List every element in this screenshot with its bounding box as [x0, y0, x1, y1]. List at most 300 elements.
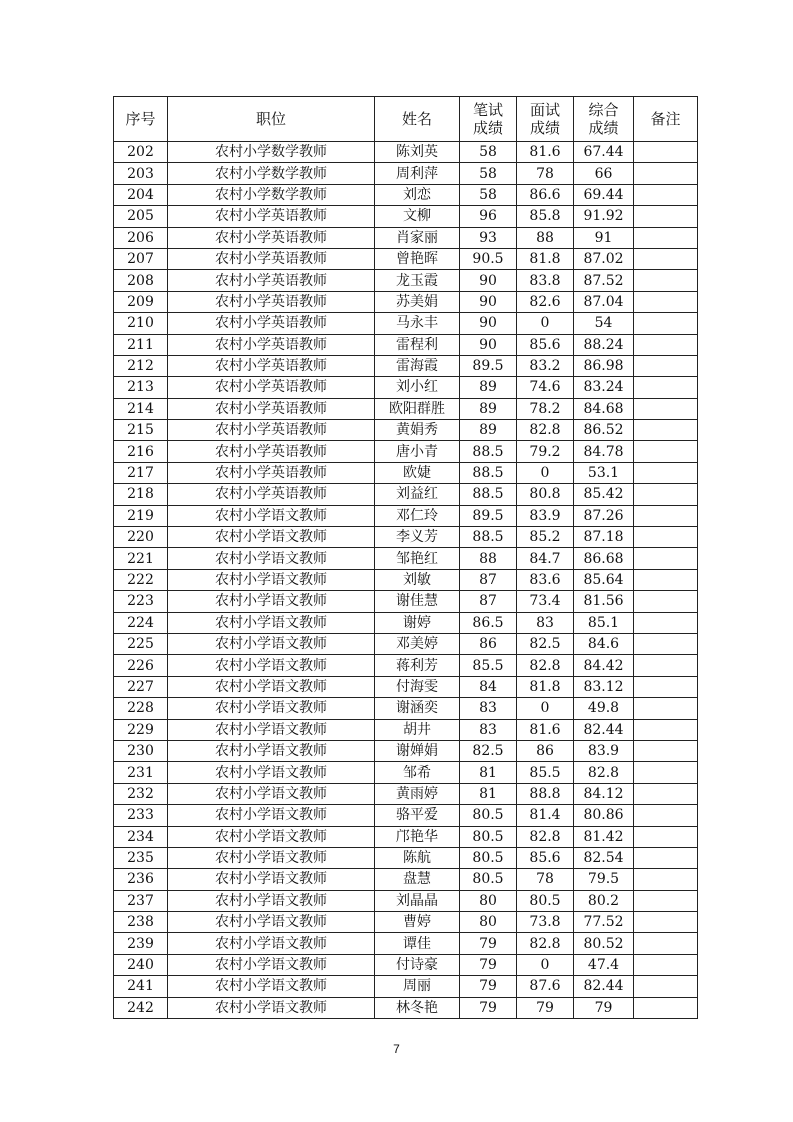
table-row: [114, 270, 698, 291]
cell-interview: 0: [517, 462, 574, 483]
cell-interview: 81.6: [517, 719, 574, 740]
table-row: [114, 633, 698, 654]
cell-total: 84.42: [574, 655, 634, 676]
cell-position: 农村小学数学教师: [168, 184, 375, 205]
cell-written: 86: [460, 633, 517, 654]
cell-position: 农村小学语文教师: [168, 826, 375, 847]
cell-seq: 234: [114, 826, 168, 847]
table-row: [114, 142, 698, 163]
cell-seq: 203: [114, 163, 168, 184]
cell-name: 邓美婷: [375, 633, 460, 654]
cell-seq: 212: [114, 355, 168, 376]
cell-position: 农村小学数学教师: [168, 142, 375, 163]
cell-position: 农村小学语文教师: [168, 805, 375, 826]
cell-name: 谢婷: [375, 612, 460, 633]
cell-notes: [634, 976, 698, 997]
cell-name: 刘敏: [375, 569, 460, 590]
cell-notes: [634, 933, 698, 954]
cell-position: 农村小学语文教师: [168, 933, 375, 954]
table-row: [114, 997, 698, 1018]
cell-total: 84.6: [574, 633, 634, 654]
cell-interview: 82.6: [517, 291, 574, 312]
table-row: [114, 805, 698, 826]
cell-total: 79.5: [574, 869, 634, 890]
cell-total: 87.52: [574, 270, 634, 291]
table-row: [114, 954, 698, 975]
cell-name: 邝艳华: [375, 826, 460, 847]
cell-position: 农村小学语文教师: [168, 740, 375, 761]
cell-name: 肖家丽: [375, 227, 460, 248]
table-row: [114, 206, 698, 227]
header-row: [114, 97, 698, 142]
table-row: [114, 355, 698, 376]
cell-total: 87.26: [574, 505, 634, 526]
cell-written: 58: [460, 142, 517, 163]
cell-total: 81.56: [574, 591, 634, 612]
table-row: [114, 762, 698, 783]
cell-notes: [634, 783, 698, 804]
cell-position: 农村小学英语教师: [168, 398, 375, 419]
cell-written: 93: [460, 227, 517, 248]
cell-total: 86.52: [574, 420, 634, 441]
cell-seq: 235: [114, 847, 168, 868]
cell-total: 82.44: [574, 719, 634, 740]
cell-name: 陈刘英: [375, 142, 460, 163]
header-position: 职位: [168, 97, 375, 142]
cell-written: 89.5: [460, 355, 517, 376]
cell-name: 谭佳: [375, 933, 460, 954]
cell-seq: 239: [114, 933, 168, 954]
cell-written: 80.5: [460, 805, 517, 826]
cell-total: 84.68: [574, 398, 634, 419]
cell-seq: 230: [114, 740, 168, 761]
cell-total: 83.9: [574, 740, 634, 761]
header-interview-score: [517, 97, 574, 142]
cell-seq: 231: [114, 762, 168, 783]
table-row: [114, 484, 698, 505]
cell-written: 88.5: [460, 484, 517, 505]
cell-total: 87.02: [574, 248, 634, 269]
header-interview-line2: 成绩: [529, 119, 560, 137]
cell-position: 农村小学语文教师: [168, 869, 375, 890]
cell-name: 雷程利: [375, 334, 460, 355]
cell-seq: 219: [114, 505, 168, 526]
table-row: [114, 398, 698, 419]
cell-notes: [634, 184, 698, 205]
cell-position: 农村小学语文教师: [168, 719, 375, 740]
table-row: [114, 719, 698, 740]
cell-name: 雷海霞: [375, 355, 460, 376]
cell-total: 83.24: [574, 377, 634, 398]
cell-position: 农村小学语文教师: [168, 762, 375, 783]
cell-position: 农村小学英语教师: [168, 441, 375, 462]
cell-position: 农村小学语文教师: [168, 612, 375, 633]
cell-total: 69.44: [574, 184, 634, 205]
cell-notes: [634, 890, 698, 911]
cell-seq: 232: [114, 783, 168, 804]
cell-written: 88: [460, 548, 517, 569]
score-table: [113, 96, 698, 1019]
cell-interview: 80.8: [517, 484, 574, 505]
cell-position: 农村小学英语教师: [168, 206, 375, 227]
cell-written: 81: [460, 762, 517, 783]
cell-notes: [634, 740, 698, 761]
cell-position: 农村小学语文教师: [168, 569, 375, 590]
cell-position: 农村小学语文教师: [168, 655, 375, 676]
cell-notes: [634, 869, 698, 890]
cell-written: 58: [460, 184, 517, 205]
cell-written: 79: [460, 976, 517, 997]
cell-total: 85.42: [574, 484, 634, 505]
cell-notes: [634, 334, 698, 355]
cell-notes: [634, 826, 698, 847]
cell-name: 马永丰: [375, 313, 460, 334]
cell-seq: 224: [114, 612, 168, 633]
cell-written: 87: [460, 569, 517, 590]
cell-position: 农村小学语文教师: [168, 633, 375, 654]
cell-interview: 85.8: [517, 206, 574, 227]
cell-interview: 87.6: [517, 976, 574, 997]
table-row: [114, 740, 698, 761]
cell-notes: [634, 719, 698, 740]
cell-seq: 208: [114, 270, 168, 291]
cell-seq: 233: [114, 805, 168, 826]
table-row: [114, 912, 698, 933]
cell-position: 农村小学英语教师: [168, 377, 375, 398]
cell-written: 96: [460, 206, 517, 227]
cell-notes: [634, 227, 698, 248]
cell-interview: 85.6: [517, 334, 574, 355]
cell-interview: 85.2: [517, 527, 574, 548]
cell-seq: 214: [114, 398, 168, 419]
cell-seq: 240: [114, 954, 168, 975]
cell-name: 林冬艳: [375, 997, 460, 1018]
cell-interview: 86: [517, 740, 574, 761]
cell-total: 47.4: [574, 954, 634, 975]
cell-written: 83: [460, 698, 517, 719]
cell-interview: 0: [517, 313, 574, 334]
cell-name: 谢佳慧: [375, 591, 460, 612]
table-row: [114, 377, 698, 398]
cell-written: 84: [460, 676, 517, 697]
cell-written: 79: [460, 954, 517, 975]
cell-name: 文柳: [375, 206, 460, 227]
table-row: [114, 890, 698, 911]
cell-notes: [634, 847, 698, 868]
cell-notes: [634, 291, 698, 312]
cell-position: 农村小学语文教师: [168, 783, 375, 804]
cell-interview: 88.8: [517, 783, 574, 804]
cell-total: 79: [574, 997, 634, 1018]
cell-position: 农村小学语文教师: [168, 591, 375, 612]
cell-notes: [634, 505, 698, 526]
table-row: [114, 313, 698, 334]
header-notes: 备注: [634, 97, 698, 142]
table-row: [114, 676, 698, 697]
table-row: [114, 826, 698, 847]
cell-written: 90.5: [460, 248, 517, 269]
cell-interview: 81.6: [517, 142, 574, 163]
cell-written: 80: [460, 912, 517, 933]
table-row: [114, 505, 698, 526]
cell-written: 89: [460, 420, 517, 441]
cell-interview: 82.8: [517, 655, 574, 676]
cell-interview: 83.8: [517, 270, 574, 291]
cell-seq: 210: [114, 313, 168, 334]
cell-name: 黄娟秀: [375, 420, 460, 441]
table-row: [114, 869, 698, 890]
cell-notes: [634, 997, 698, 1018]
table-row: [114, 163, 698, 184]
cell-name: 欧婕: [375, 462, 460, 483]
cell-name: 苏美娟: [375, 291, 460, 312]
cell-notes: [634, 655, 698, 676]
cell-total: 91.92: [574, 206, 634, 227]
cell-name: 胡井: [375, 719, 460, 740]
cell-total: 87.18: [574, 527, 634, 548]
cell-notes: [634, 805, 698, 826]
cell-seq: 209: [114, 291, 168, 312]
cell-total: 84.78: [574, 441, 634, 462]
cell-total: 88.24: [574, 334, 634, 355]
table-row: [114, 291, 698, 312]
cell-seq: 227: [114, 676, 168, 697]
header-seq: 序号: [114, 97, 168, 142]
cell-seq: 222: [114, 569, 168, 590]
cell-name: 曹婷: [375, 912, 460, 933]
header-written-line2: 成绩: [472, 119, 503, 137]
cell-written: 90: [460, 334, 517, 355]
cell-interview: 83.6: [517, 569, 574, 590]
table-row: [114, 655, 698, 676]
cell-notes: [634, 313, 698, 334]
cell-name: 李义芳: [375, 527, 460, 548]
cell-position: 农村小学英语教师: [168, 420, 375, 441]
cell-name: 龙玉霞: [375, 270, 460, 291]
cell-seq: 237: [114, 890, 168, 911]
cell-position: 农村小学英语教师: [168, 270, 375, 291]
cell-seq: 217: [114, 462, 168, 483]
header-total-score: [574, 97, 634, 142]
table-row: [114, 612, 698, 633]
cell-notes: [634, 762, 698, 783]
cell-notes: [634, 527, 698, 548]
cell-seq: 202: [114, 142, 168, 163]
cell-notes: [634, 163, 698, 184]
cell-seq: 205: [114, 206, 168, 227]
cell-name: 骆平爱: [375, 805, 460, 826]
cell-name: 付海雯: [375, 676, 460, 697]
cell-interview: 81.4: [517, 805, 574, 826]
cell-total: 85.64: [574, 569, 634, 590]
cell-interview: 82.5: [517, 633, 574, 654]
cell-name: 刘小红: [375, 377, 460, 398]
cell-interview: 82.8: [517, 826, 574, 847]
table-row: [114, 569, 698, 590]
cell-position: 农村小学数学教师: [168, 163, 375, 184]
cell-seq: 225: [114, 633, 168, 654]
cell-notes: [634, 355, 698, 376]
cell-notes: [634, 377, 698, 398]
cell-notes: [634, 954, 698, 975]
table-row: [114, 783, 698, 804]
cell-notes: [634, 462, 698, 483]
cell-written: 80.5: [460, 847, 517, 868]
cell-interview: 83.2: [517, 355, 574, 376]
table-row: [114, 334, 698, 355]
cell-seq: 226: [114, 655, 168, 676]
cell-name: 陈航: [375, 847, 460, 868]
cell-notes: [634, 206, 698, 227]
cell-seq: 228: [114, 698, 168, 719]
cell-total: 86.98: [574, 355, 634, 376]
cell-seq: 215: [114, 420, 168, 441]
cell-name: 盘慧: [375, 869, 460, 890]
cell-notes: [634, 612, 698, 633]
cell-position: 农村小学英语教师: [168, 227, 375, 248]
cell-position: 农村小学语文教师: [168, 976, 375, 997]
cell-name: 黄雨婷: [375, 783, 460, 804]
cell-interview: 73.4: [517, 591, 574, 612]
cell-interview: 83.9: [517, 505, 574, 526]
cell-written: 88.5: [460, 441, 517, 462]
cell-name: 周利萍: [375, 163, 460, 184]
cell-written: 90: [460, 313, 517, 334]
table-row: [114, 462, 698, 483]
cell-total: 84.12: [574, 783, 634, 804]
cell-seq: 241: [114, 976, 168, 997]
cell-interview: 83: [517, 612, 574, 633]
cell-interview: 82.8: [517, 933, 574, 954]
cell-notes: [634, 912, 698, 933]
cell-name: 邹希: [375, 762, 460, 783]
cell-notes: [634, 676, 698, 697]
cell-seq: 213: [114, 377, 168, 398]
cell-name: 欧阳群胜: [375, 398, 460, 419]
cell-written: 86.5: [460, 612, 517, 633]
cell-notes: [634, 270, 698, 291]
cell-name: 蒋利芳: [375, 655, 460, 676]
table-body: [114, 142, 698, 1019]
cell-written: 80: [460, 890, 517, 911]
cell-name: 周丽: [375, 976, 460, 997]
cell-position: 农村小学语文教师: [168, 505, 375, 526]
cell-written: 89: [460, 398, 517, 419]
table-row: [114, 548, 698, 569]
cell-interview: 0: [517, 954, 574, 975]
cell-total: 83.12: [574, 676, 634, 697]
cell-seq: 236: [114, 869, 168, 890]
cell-seq: 207: [114, 248, 168, 269]
table-row: [114, 441, 698, 462]
cell-notes: [634, 591, 698, 612]
cell-name: 曾艳晖: [375, 248, 460, 269]
cell-total: 80.86: [574, 805, 634, 826]
cell-written: 88.5: [460, 527, 517, 548]
cell-interview: 85.5: [517, 762, 574, 783]
cell-name: 邓仁玲: [375, 505, 460, 526]
cell-name: 付诗豪: [375, 954, 460, 975]
cell-interview: 78: [517, 163, 574, 184]
cell-written: 90: [460, 291, 517, 312]
cell-notes: [634, 248, 698, 269]
cell-written: 79: [460, 997, 517, 1018]
cell-total: 91: [574, 227, 634, 248]
cell-total: 85.1: [574, 612, 634, 633]
cell-seq: 206: [114, 227, 168, 248]
cell-name: 邹艳红: [375, 548, 460, 569]
cell-name: 刘益红: [375, 484, 460, 505]
cell-position: 农村小学语文教师: [168, 912, 375, 933]
cell-written: 83: [460, 719, 517, 740]
table-row: [114, 847, 698, 868]
cell-name: 谢涵奕: [375, 698, 460, 719]
cell-written: 82.5: [460, 740, 517, 761]
cell-interview: 80.5: [517, 890, 574, 911]
table-row: [114, 248, 698, 269]
page-number: 7: [393, 1042, 400, 1056]
cell-position: 农村小学语文教师: [168, 997, 375, 1018]
cell-interview: 78.2: [517, 398, 574, 419]
cell-position: 农村小学语文教师: [168, 954, 375, 975]
cell-position: 农村小学语文教师: [168, 527, 375, 548]
cell-total: 80.2: [574, 890, 634, 911]
cell-interview: 85.6: [517, 847, 574, 868]
cell-written: 90: [460, 270, 517, 291]
cell-position: 农村小学英语教师: [168, 462, 375, 483]
cell-name: 刘晶晶: [375, 890, 460, 911]
header-total-line2: 成绩: [588, 119, 619, 137]
cell-total: 86.68: [574, 548, 634, 569]
cell-seq: 211: [114, 334, 168, 355]
cell-position: 农村小学英语教师: [168, 334, 375, 355]
cell-name: 唐小青: [375, 441, 460, 462]
cell-position: 农村小学语文教师: [168, 698, 375, 719]
cell-written: 79: [460, 933, 517, 954]
cell-interview: 73.8: [517, 912, 574, 933]
cell-written: 87: [460, 591, 517, 612]
cell-written: 85.5: [460, 655, 517, 676]
cell-interview: 86.6: [517, 184, 574, 205]
cell-written: 88.5: [460, 462, 517, 483]
cell-position: 农村小学语文教师: [168, 890, 375, 911]
cell-position: 农村小学语文教师: [168, 847, 375, 868]
cell-notes: [634, 698, 698, 719]
cell-position: 农村小学语文教师: [168, 676, 375, 697]
cell-interview: 79: [517, 997, 574, 1018]
cell-seq: 242: [114, 997, 168, 1018]
cell-interview: 81.8: [517, 676, 574, 697]
cell-interview: 0: [517, 698, 574, 719]
cell-notes: [634, 420, 698, 441]
cell-total: 66: [574, 163, 634, 184]
cell-name: 谢婵娟: [375, 740, 460, 761]
header-written-score: [460, 97, 517, 142]
cell-written: 80.5: [460, 869, 517, 890]
table-row: [114, 933, 698, 954]
cell-written: 81: [460, 783, 517, 804]
cell-notes: [634, 484, 698, 505]
cell-interview: 79.2: [517, 441, 574, 462]
header-total-line1: 综合: [588, 101, 619, 119]
cell-total: 81.42: [574, 826, 634, 847]
header-name: 姓名: [375, 97, 460, 142]
header-interview-line1: 面试: [529, 101, 560, 119]
cell-seq: 218: [114, 484, 168, 505]
table-row: [114, 591, 698, 612]
cell-position: 农村小学英语教师: [168, 484, 375, 505]
cell-total: 53.1: [574, 462, 634, 483]
